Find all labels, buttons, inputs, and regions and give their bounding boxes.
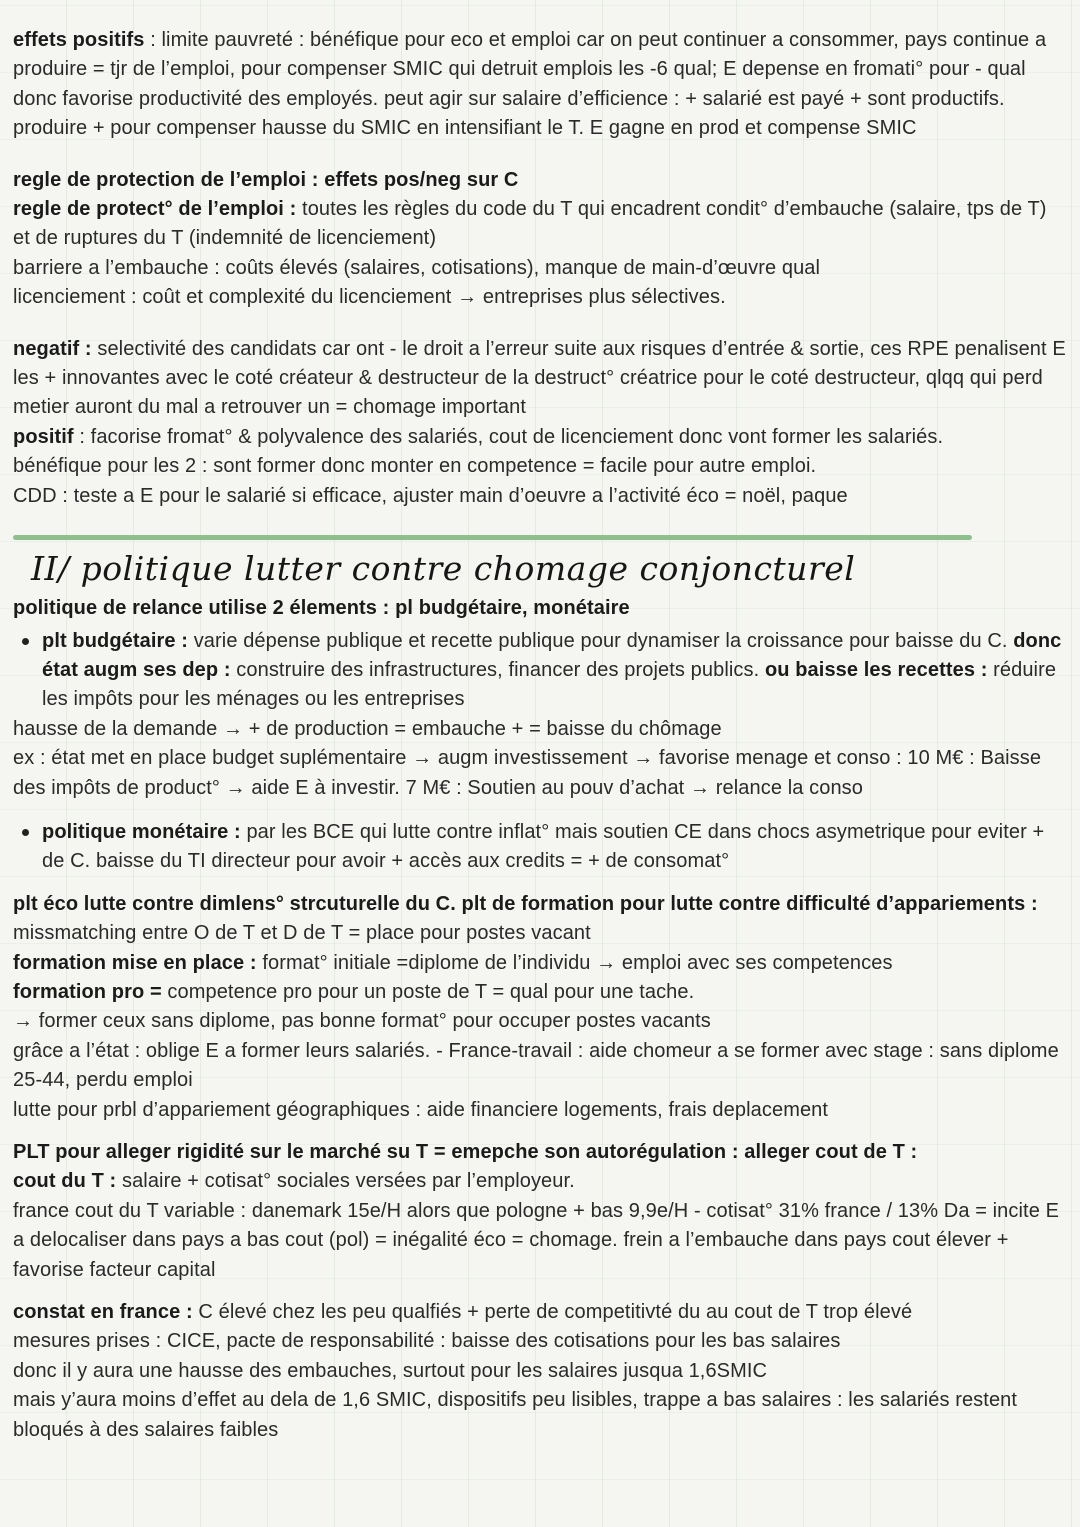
bullet-plt-budgetaire bbox=[13, 627, 1067, 715]
text-segment: negatif : bbox=[13, 337, 92, 360]
line-exemple-budget bbox=[13, 744, 1067, 803]
line-moins-effet bbox=[13, 1386, 1067, 1445]
line-negatif bbox=[13, 335, 1067, 423]
text-segment: grâce a l’état : oblige E a former leurs salariés. - France-travail : aide chomeur a se former avec stage : sans diplome 25-44, perdu emploi bbox=[13, 1039, 1059, 1092]
text-segment: construire des infrastructures, financer des projets publics. bbox=[236, 658, 765, 681]
text-segment: regle de protection de l’emploi : effets pos/neg sur C bbox=[13, 168, 519, 191]
line-cdd bbox=[13, 482, 1067, 511]
text-segment: formation mise en place : bbox=[13, 951, 263, 974]
text-segment: competence pro pour un poste de T = qual pour une tache. bbox=[167, 980, 695, 1003]
section-heading: II/ politique lutter contre chomage conjoncturel bbox=[31, 549, 856, 589]
text-segment: : limite pauvreté : bénéfique pour eco et emploi car on peut continuer a consommer, pays continue a produire = tjr de l’emploi, pour compenser SMIC qui detruit emplois les -6 qual; E depense en fromati° pour - qual donc favorise productivité des employés. peut agir sur salaire d’efficience : + salarié est payé + sont productifs. produire + pour compenser hausse du SMIC en intensifiant le T. E gagne en prod et compense SMIC bbox=[13, 29, 1047, 140]
text-segment: toutes les règles du code du T qui encadrent condit° d’embauche (salaire, tps de T) et de ruptures du T (indemnité de licenciement) bbox=[13, 198, 1047, 250]
line-lutte-appariement bbox=[13, 1096, 1067, 1125]
text-segment: réduire les impôts pour les ménages ou les entreprises bbox=[42, 658, 1057, 711]
text-segment: missmatching entre O de T et D de T = place pour postes vacant bbox=[13, 922, 591, 945]
section-constat-france bbox=[13, 1298, 1067, 1445]
line-formation-initiale bbox=[13, 949, 1067, 978]
text-segment: ou baisse les recettes : bbox=[764, 658, 994, 681]
text-segment: politique monétaire : bbox=[42, 820, 247, 843]
section-negatif-positif bbox=[13, 335, 1067, 511]
bullet-icon bbox=[22, 829, 29, 836]
text-segment: formation pro = bbox=[13, 980, 168, 1003]
text-segment: positif bbox=[13, 425, 74, 448]
bullet-icon bbox=[22, 638, 29, 645]
bullet-politique-monetaire bbox=[13, 818, 1067, 877]
text-segment: effets positifs bbox=[13, 29, 145, 51]
line-constat-france bbox=[13, 1298, 1067, 1327]
text-segment: politique de relance utilise 2 élements : pl budgétaire, monétaire bbox=[13, 597, 630, 620]
text-segment: donc il y aura une hausse des embauches, surtout pour les salaires jusqua 1,6SMIC bbox=[13, 1359, 768, 1382]
text-segment: regle de protect° de l’emploi : bbox=[13, 198, 303, 221]
line-relance-title bbox=[13, 594, 1067, 623]
line-cout-du-t bbox=[13, 1167, 1067, 1196]
text-segment: lutte pour prbl d’appariement géographiques : aide financiere logements, frais deplacement bbox=[13, 1098, 829, 1121]
text-segment: france cout du T variable : danemark 15e/H alors que pologne + bas 9,9e/H - cotisat° 31% france / 13% Da = incite E a delocaliser dans pays a bas cout (pol) = inégalité éco = chomage. frein a l’embauche dans pays cout élever + favorise facteur capital bbox=[13, 1199, 1060, 1281]
line-mesures-prises bbox=[13, 1327, 1067, 1356]
text-segment: constat en france : bbox=[13, 1301, 199, 1324]
line-licenciement bbox=[13, 283, 1067, 312]
section-plt-rigidite bbox=[13, 1138, 1067, 1285]
line-plt-eco bbox=[13, 890, 1067, 919]
line-regle-heading bbox=[13, 166, 1067, 195]
text-segment: bénéfique pour les 2 : sont former donc monter en competence = facile pour autre emploi. bbox=[13, 455, 817, 478]
line-france-cout-variable bbox=[13, 1197, 1067, 1285]
text-segment: plt éco lutte contre dimlens° strcuturelle du C. plt de formation pour lutte contre difficulté d’appariements : bbox=[13, 892, 1038, 915]
line-former-sans-diplome bbox=[13, 1007, 1067, 1036]
line-hausse-embauches bbox=[13, 1357, 1067, 1386]
line-formation-pro bbox=[13, 978, 1067, 1007]
text-segment: CDD : teste a E pour le salarié si efficace, ajuster main d’oeuvre a l’activité éco = noël, paque bbox=[13, 484, 848, 507]
text-segment: mais y’aura moins d’effet au dela de 1,6 SMIC, dispositifs peu lisibles, trappe a bas salaires : les salariés restent bloqués à des salaires faibles bbox=[13, 1389, 1018, 1441]
section-effets-positifs bbox=[13, 26, 1067, 144]
line-plt-rigidite-title bbox=[13, 1138, 1067, 1167]
section-divider bbox=[13, 535, 972, 540]
section-politique-relance bbox=[13, 594, 1067, 877]
line-benefique bbox=[13, 452, 1067, 481]
text-segment: : facorise fromat° & polyvalence des salariés, cout de licenciement donc vont former les salariés. bbox=[73, 425, 944, 448]
text-segment: ex : état met en place budget suplémentaire → augm investissement → favorise menage et conso : 10 M€ : Baisse des impôts de product° → aide E à investir. 7 M€ : Soutien au pouv d’achat → relance la conso bbox=[13, 747, 1042, 799]
text-segment: selectivité des candidats car ont - le droit a l’erreur suite aux risques d’entrée & sortie, ces RPE penalisent E les + innovantes avec le coté créateur & destructeur de la destruct° créatrice pour le coté destructeur, qlqq qui perd metier auront du mal a retrouver un = chomage important bbox=[13, 337, 1066, 419]
text-segment: varie dépense publique et recette publique pour dynamiser la croissance pour baisse du C. bbox=[193, 629, 1014, 652]
text-segment: donc état augm ses dep : bbox=[42, 629, 1062, 681]
line-missmatching bbox=[13, 919, 1067, 948]
section-regle-protection bbox=[13, 166, 1067, 313]
text-segment: plt budgétaire : bbox=[42, 629, 194, 652]
text-segment: PLT pour alleger rigidité sur le marché su T = emepche son autorégulation : alleger cout de T : bbox=[13, 1141, 918, 1163]
text-segment: licenciement : coût et complexité du licenciement → entreprises plus sélectives. bbox=[13, 286, 726, 309]
line-plt-budgetaire bbox=[42, 627, 1067, 715]
line-hausse-demande bbox=[13, 715, 1067, 744]
text-segment: cout du T : bbox=[13, 1170, 122, 1193]
text-segment: format° initiale =diplome de l’individu → emploi avec ses competences bbox=[262, 951, 893, 974]
paragraph-effets-positifs bbox=[13, 26, 1067, 144]
text-segment: par les BCE qui lutte contre inflat° mais soutien CE dans chocs asymetrique pour eviter + de C. baisse du TI directeur pour avoir + accès aux credits = + de consomat° bbox=[42, 820, 1045, 873]
section-plt-eco-structurelle bbox=[13, 890, 1067, 1125]
text-segment: barriere a l’embauche : coûts élevés (salaires, cotisations), manque de main-d’œuvre qual bbox=[13, 256, 821, 279]
text-segment: salaire + cotisat° sociales versées par l’employeur. bbox=[121, 1170, 575, 1193]
line-politique-monetaire bbox=[42, 818, 1067, 877]
text-segment: hausse de la demande → + de production = embauche + = baisse du chômage bbox=[13, 717, 722, 740]
text-segment: → former ceux sans diplome, pas bonne format° pour occuper postes vacants bbox=[13, 1010, 711, 1033]
line-barriere-embauche bbox=[13, 254, 1067, 283]
text-segment: C élevé chez les peu qualfiés + perte de competitivté du au cout de T trop élevé bbox=[198, 1301, 913, 1324]
text-segment: mesures prises : CICE, pacte de responsabilité : baisse des cotisations pour les bas salaires bbox=[13, 1330, 841, 1353]
line-regle-definition bbox=[13, 195, 1067, 254]
line-grace-etat bbox=[13, 1037, 1067, 1096]
line-positif bbox=[13, 423, 1067, 452]
